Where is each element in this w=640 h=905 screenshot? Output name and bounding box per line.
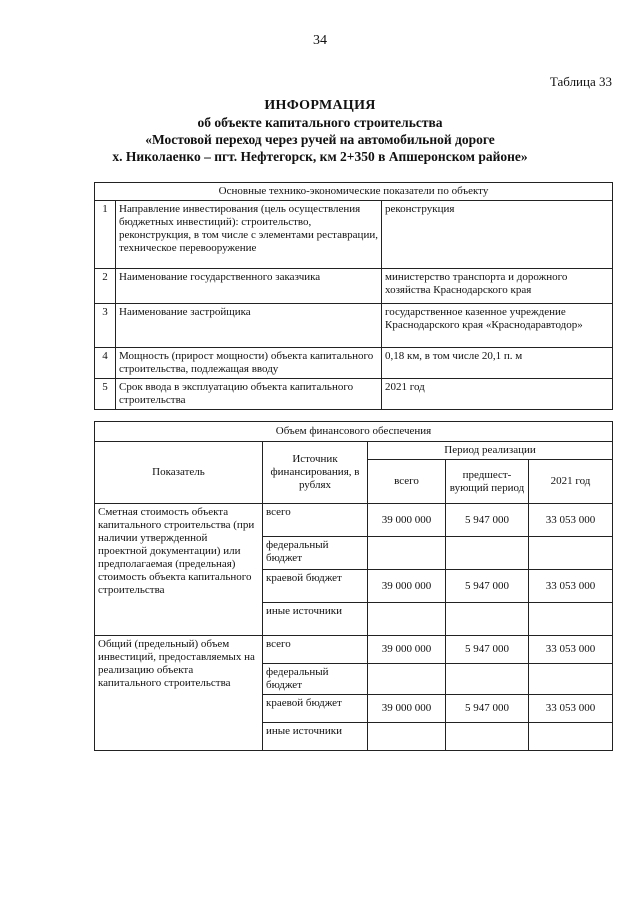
row-label: Мощность (прирост мощности) объекта капитального строительства, подлежащая вводу	[116, 348, 382, 379]
row-number: 4	[95, 348, 116, 379]
financing-header-row	[95, 442, 613, 460]
indicators-section-title: Основные технико-экономические показатели по объекту	[95, 183, 613, 201]
table-label: Таблица 33	[549, 74, 612, 89]
source-cell: федеральный бюджет	[263, 664, 368, 695]
table-row	[95, 269, 613, 304]
previous-cell: 5 947 000	[446, 504, 529, 537]
header-total: всего	[368, 460, 446, 504]
source-cell: краевой бюджет	[263, 570, 368, 603]
row-label: Срок ввода в эксплуатацию объекта капитального строительства	[116, 379, 382, 410]
previous-cell	[446, 603, 529, 636]
financing-section-title: Объем финансового обеспечения	[95, 422, 613, 442]
source-cell: иные источники	[263, 723, 368, 751]
table-row	[95, 201, 613, 269]
group-label: Сметная стоимость объекта капитального строительства (при наличии утвержденной проектной документации) или предполагаемая (предельная) стоимость объекта капитального строительства	[95, 504, 263, 636]
year-cell: 33 053 000	[529, 636, 613, 664]
header-source: Источник финансирования, в рублях	[263, 442, 368, 504]
total-cell: 39 000 000	[368, 695, 446, 723]
previous-cell	[446, 537, 529, 570]
row-value: 0,18 км, в том числе 20,1 п. м	[382, 348, 613, 379]
year-cell: 33 053 000	[529, 504, 613, 537]
row-label: Направление инвестирования (цель осуществления бюджетных инвестиций): строительство, реконструкция, в том числе с элементами реставрации, техническое перевооружение	[116, 201, 382, 269]
row-value: реконструкция	[382, 201, 613, 269]
total-cell: 39 000 000	[368, 504, 446, 537]
header-year: 2021 год	[529, 460, 613, 504]
financing-section-row	[95, 422, 613, 442]
year-cell	[529, 603, 613, 636]
page-number: 34	[313, 33, 327, 48]
heading-object-name-1: «Мостовой переход через ручей на автомобильной дороге	[145, 132, 495, 147]
indicators-table	[94, 182, 613, 410]
total-cell: 39 000 000	[368, 636, 446, 664]
header-indicator: Показатель	[95, 442, 263, 504]
previous-cell	[446, 723, 529, 751]
header-period: Период реализации	[368, 442, 613, 460]
table-row	[95, 304, 613, 348]
header-previous: предшест-вующий период	[446, 460, 529, 504]
total-cell	[368, 537, 446, 570]
row-number: 2	[95, 269, 116, 304]
heading-subtitle: об объекте капитального строительства	[197, 115, 443, 130]
source-cell: иные источники	[263, 603, 368, 636]
total-cell: 39 000 000	[368, 570, 446, 603]
row-label: Наименование государственного заказчика	[116, 269, 382, 304]
heading-title: ИНФОРМАЦИЯ	[264, 98, 376, 113]
year-cell	[529, 723, 613, 751]
row-number: 3	[95, 304, 116, 348]
document-heading	[0, 97, 640, 165]
total-cell	[368, 723, 446, 751]
source-cell: краевой бюджет	[263, 695, 368, 723]
year-cell	[529, 664, 613, 695]
source-cell: всего	[263, 504, 368, 537]
total-cell	[368, 664, 446, 695]
row-value: 2021 год	[382, 379, 613, 410]
row-number: 1	[95, 201, 116, 269]
row-value: министерство транспорта и дорожного хозяйства Краснодарского края	[382, 269, 613, 304]
source-cell: всего	[263, 636, 368, 664]
year-cell: 33 053 000	[529, 570, 613, 603]
row-number: 5	[95, 379, 116, 410]
table-row	[95, 348, 613, 379]
table-row	[95, 636, 613, 664]
row-label: Наименование застройщика	[116, 304, 382, 348]
indicators-section-row	[95, 183, 613, 201]
year-cell	[529, 537, 613, 570]
table-row	[95, 379, 613, 410]
total-cell	[368, 603, 446, 636]
table-row	[95, 504, 613, 537]
heading-object-name-2: х. Николаенко – пгт. Нефтегорск, км 2+350 в Апшеронском районе»	[112, 149, 528, 164]
previous-cell	[446, 664, 529, 695]
group-label: Общий (предельный) объем инвестиций, предоставляемых на реализацию объекта капитального строительства	[95, 636, 263, 751]
previous-cell: 5 947 000	[446, 695, 529, 723]
financing-table	[94, 421, 613, 751]
year-cell: 33 053 000	[529, 695, 613, 723]
previous-cell: 5 947 000	[446, 636, 529, 664]
previous-cell: 5 947 000	[446, 570, 529, 603]
source-cell: федеральный бюджет	[263, 537, 368, 570]
row-value: государственное казенное учреждение Краснодарского края «Краснодаравтодор»	[382, 304, 613, 348]
